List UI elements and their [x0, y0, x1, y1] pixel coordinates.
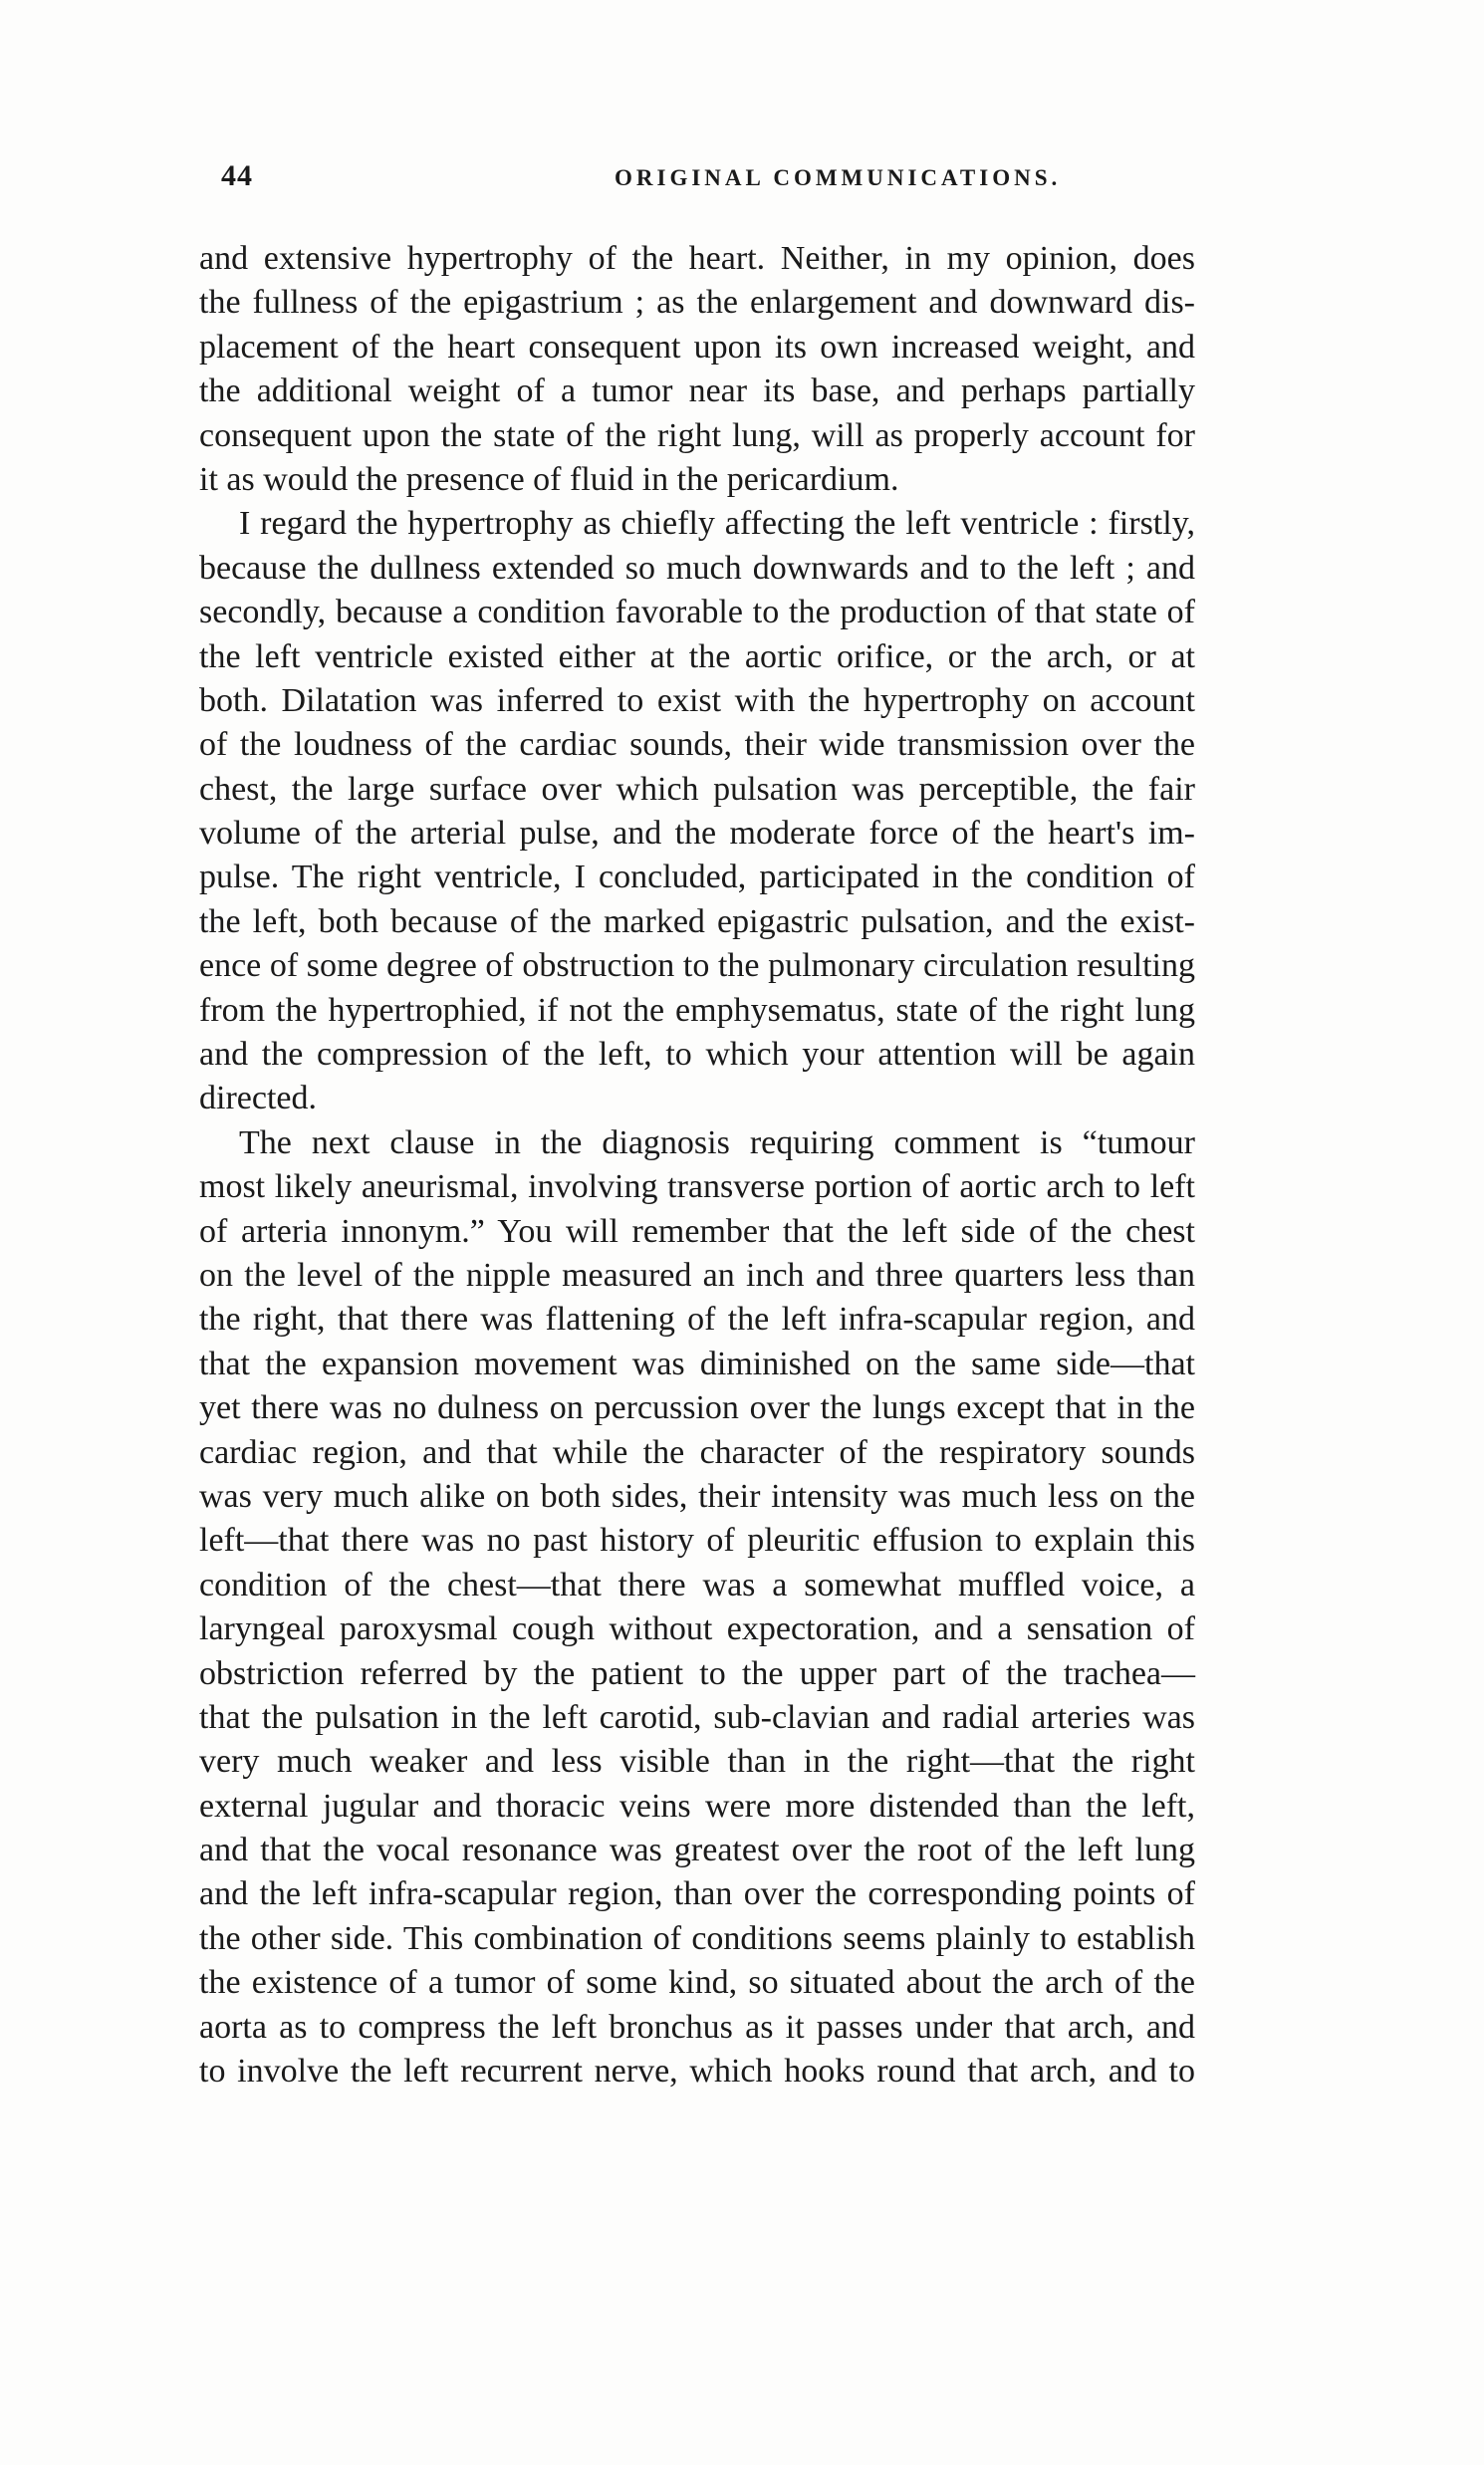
- text-line: the additional weight of a tumor near its base, and perhaps partially: [199, 372, 1195, 410]
- text-line: was very much alike on both sides, their intensity was much less on the: [199, 1477, 1195, 1515]
- body-text: [199, 237, 1195, 2094]
- text-line: the left ventricle existed either at the aortic orifice, or the arch, or at: [199, 637, 1195, 675]
- text-line: laryngeal paroxysmal cough without expectoration, and a sensation of: [199, 1610, 1195, 1648]
- paragraph-start-line: I regard the hypertrophy as chiefly affecting the left ventricle : firstly,: [239, 505, 1195, 543]
- text-line: obstriction referred by the patient to the upper part of the trachea—: [199, 1654, 1195, 1692]
- text-line: ence of some degree of obstruction to the pulmonary circulation resulting: [199, 947, 1195, 985]
- text-line: yet there was no dulness on percussion over the lungs except that in the: [199, 1389, 1195, 1427]
- text-line: and that the vocal resonance was greatest over the root of the left lung: [199, 1832, 1195, 1869]
- text-line: it as would the presence of fluid in the pericardium.: [199, 460, 899, 498]
- text-line: pulse. The right ventricle, I concluded, participated in the condition of: [199, 859, 1195, 896]
- text-line: that the expansion movement was diminished on the same side—that: [199, 1345, 1195, 1382]
- text-line: and the left infra-scapular region, than over the corresponding points of: [199, 1875, 1195, 1913]
- text-line: from the hypertrophied, if not the emphysematus, state of the right lung: [199, 991, 1195, 1029]
- page-number: 44: [221, 159, 253, 192]
- running-title: ORIGINAL COMMUNICATIONS.: [615, 165, 1062, 190]
- text-line: the existence of a tumor of some kind, so situated about the arch of the: [199, 1964, 1195, 2002]
- paragraph-start-line: The next clause in the diagnosis requiring comment is “tumour: [239, 1123, 1195, 1161]
- running-head: [221, 159, 1217, 199]
- text-line: of arteria innonym.” You will remember that the left side of the chest: [199, 1212, 1195, 1250]
- text-line: both. Dilatation was inferred to exist with the hypertrophy on account: [199, 681, 1195, 719]
- text-line: consequent upon the state of the right lung, will as properly account for: [199, 416, 1195, 454]
- text-line: of the loudness of the cardiac sounds, their wide transmission over the: [199, 726, 1195, 764]
- text-line: and extensive hypertrophy of the heart. Neither, in my opinion, does: [199, 240, 1195, 277]
- text-line: cardiac region, and that while the character of the respiratory sounds: [199, 1433, 1195, 1471]
- text-line: that the pulsation in the left carotid, sub-clavian and radial arteries was: [199, 1698, 1195, 1736]
- text-line: the fullness of the epigastrium ; as the enlargement and downward dis-: [199, 284, 1195, 322]
- text-line: the right, that there was flattening of the left infra-scapular region, and: [199, 1301, 1195, 1339]
- text-line: because the dullness extended so much downwards and to the left ; and: [199, 549, 1195, 587]
- text-line: most likely aneurismal, involving transverse portion of aortic arch to left: [199, 1168, 1195, 1206]
- text-line: and the compression of the left, to which your attention will be again: [199, 1036, 1195, 1074]
- text-line: aorta as to compress the left bronchus as it passes under that arch, and: [199, 2008, 1195, 2046]
- text-line: very much weaker and less visible than in the right—that the right: [199, 1743, 1195, 1781]
- text-line: to involve the left recurrent nerve, which hooks round that arch, and to: [199, 2053, 1195, 2091]
- text-line: on the level of the nipple measured an inch and three quarters less than: [199, 1256, 1195, 1294]
- text-line: chest, the large surface over which pulsation was perceptible, the fair: [199, 770, 1195, 808]
- text-line: volume of the arterial pulse, and the moderate force of the heart's im-: [199, 815, 1195, 853]
- text-line: directed.: [199, 1080, 317, 1117]
- text-line: condition of the chest—that there was a somewhat muffled voice, a: [199, 1566, 1195, 1603]
- text-line: the other side. This combination of conditions seems plainly to establish: [199, 1919, 1195, 1957]
- text-line: left—that there was no past history of pleuritic effusion to explain this: [199, 1522, 1195, 1560]
- text-line: placement of the heart consequent upon its own increased weight, and: [199, 328, 1195, 366]
- text-line: the left, both because of the marked epigastric pulsation, and the exist-: [199, 902, 1195, 940]
- text-line: external jugular and thoracic veins were more distended than the left,: [199, 1787, 1195, 1825]
- text-line: secondly, because a condition favorable to the production of that state of: [199, 594, 1195, 631]
